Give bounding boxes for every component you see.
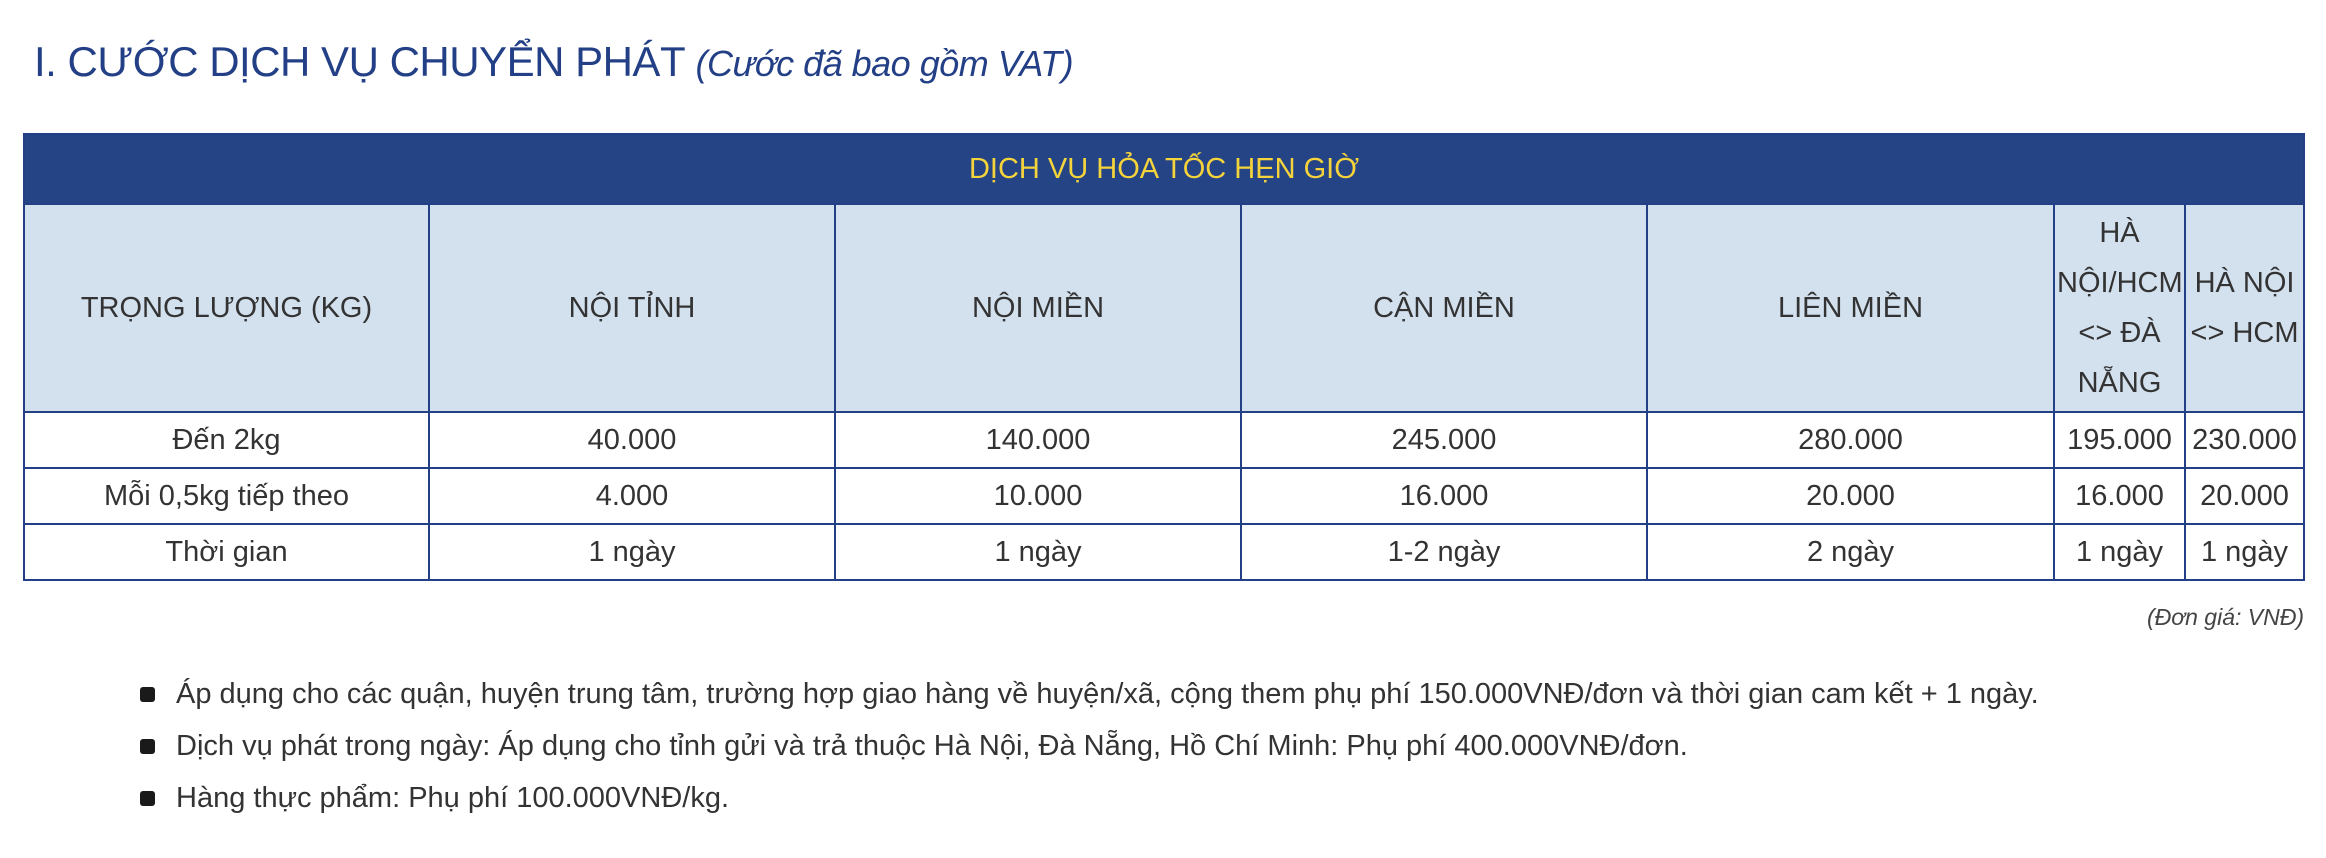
header-noi-tinh: NỘI TỈNH	[429, 204, 835, 412]
header-ha-noi-hcm: HÀ NỘI <> HCM	[2185, 204, 2304, 412]
table-cell: 1-2 ngày	[1241, 524, 1647, 580]
table-cell: 280.000	[1647, 412, 2054, 468]
table-row	[24, 524, 2304, 580]
table-cell: 1 ngày	[835, 524, 1241, 580]
list-item	[140, 720, 2039, 772]
table-cell: 245.000	[1241, 412, 1647, 468]
header-lien-mien: LIÊN MIỀN	[1647, 204, 2054, 412]
table-cell: 16.000	[1241, 468, 1647, 524]
table-cell: 140.000	[835, 412, 1241, 468]
table-cell: 16.000	[2054, 468, 2185, 524]
bullet-icon	[140, 739, 155, 754]
unit-note: (Đơn giá: VNĐ)	[2146, 604, 2304, 630]
note-text: Hàng thực phẩm: Phụ phí 100.000VNĐ/kg.	[176, 782, 730, 814]
header-can-mien: CẬN MIỀN	[1241, 204, 1647, 412]
table-cell: 1 ngày	[2185, 524, 2304, 580]
table-cell: 2 ngày	[1647, 524, 2054, 580]
notes-list	[140, 668, 2039, 824]
table-cell: 40.000	[429, 412, 835, 468]
table-cell: Đến 2kg	[24, 412, 429, 468]
table-cell: 10.000	[835, 468, 1241, 524]
list-item	[140, 772, 2039, 824]
note-text: Áp dụng cho các quận, huyện trung tâm, trường hợp giao hàng về huyện/xã, cộng them phụ phí 150.000VNĐ/đơn và thời gian cam kết + 1 ngày.	[176, 678, 2039, 710]
table-cell: Thời gian	[24, 524, 429, 580]
table-cell: 1 ngày	[429, 524, 835, 580]
header-weight: TRỌNG LƯỢNG (KG)	[24, 204, 429, 412]
header-hn-hcm-da-nang: HÀ NỘI/HCM <> ĐÀ NẴNG	[2054, 204, 2185, 412]
table-cell: 4.000	[429, 468, 835, 524]
bullet-icon	[140, 791, 155, 806]
table-cell: 230.000	[2185, 412, 2304, 468]
rate-table	[23, 133, 2305, 581]
table-header-row	[24, 204, 2304, 412]
table-row	[24, 468, 2304, 524]
bullet-icon	[140, 687, 155, 702]
list-item	[140, 668, 2039, 720]
table-cell: 195.000	[2054, 412, 2185, 468]
header-noi-mien: NỘI MIỀN	[835, 204, 1241, 412]
table-cell: 20.000	[2185, 468, 2304, 524]
page-title-main: I. CƯỚC DỊCH VỤ CHUYỂN PHÁT	[34, 38, 685, 85]
service-banner-row	[24, 134, 2304, 204]
page-title	[34, 38, 1073, 86]
page-title-vat-note: (Cước đã bao gồm VAT)	[695, 43, 1074, 84]
table-row	[24, 412, 2304, 468]
service-banner: DỊCH VỤ HỎA TỐC HẸN GIỜ	[24, 134, 2304, 204]
note-text: Dịch vụ phát trong ngày: Áp dụng cho tỉnh gửi và trả thuộc Hà Nội, Đà Nẵng, Hồ Chí Minh: Phụ phí 400.000VNĐ/đơn.	[176, 730, 1688, 762]
table-cell: Mỗi 0,5kg tiếp theo	[24, 468, 429, 524]
table-cell: 20.000	[1647, 468, 2054, 524]
table-cell: 1 ngày	[2054, 524, 2185, 580]
